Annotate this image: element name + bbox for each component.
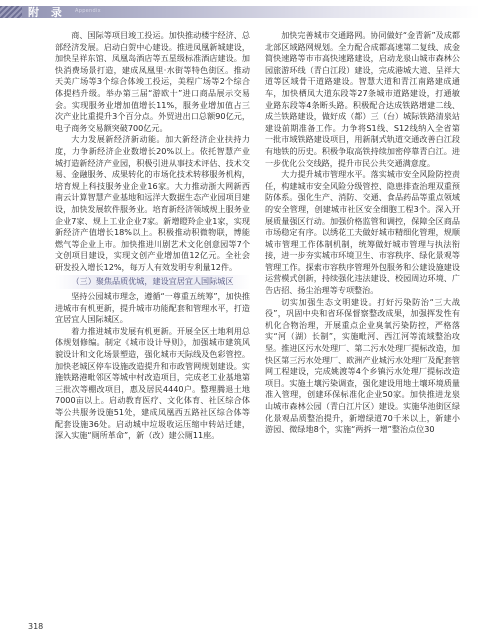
header-band bbox=[0, 6, 480, 18]
paragraph: 切实加强生态文明建设。打好污染防治“三大战役”，巩固中央和省环保督察整改成果，加强挥发性有机化合物治理，开展重点企业臭氧污染防控，严格落实“河（湖）长制”，实施毗河、西江河等流域整治攻坚。推进区污水处理厂、第二污水处理厂提标改造，加快区第三污水处理厂、欧洲产业城污水处理厂及配套管网工程建设，完成姚渡等4个乡镇污水处理厂提标改造项目。实施土壤污染调查，强化建设用地土壤环境质量准入管理，创建环保标准化企业50家。加快推进龙泉山城市森林公园（青白江片区）建设。实施华池街区绿化景观品质整治提升，新增绿道70千米以上，新建小游园、微绿地8个，实施“两拆一增”整治点位30 bbox=[265, 296, 460, 435]
section-heading: （三）聚焦品质优城，建设宜居宜人国际城区 bbox=[55, 275, 250, 289]
paragraph: 着力推进城市发展有机更新。开展全区土地利用总体规划修编。制定《城市设计导则》，加强城市建筑风貌设计和文化场景塑造，强化城市天际线及色彩管控。加快老城区停车设施改造提升和市政管网规划建设。实施铁路港毗邻区等城中村改造项目，完成老工业基地第三批次等棚改项目，惠及居民4440户。整理腾退土地7000亩以上。启动教育医疗、文化体育、社区综合体等公共服务设施51处，建成凤凰西五路社区综合体等配套设施36处。启动城中垃圾收运压缩中转站迁建，深入实施“厕所革命”，新（改）建公厕11座。 bbox=[55, 325, 250, 441]
right-column bbox=[265, 30, 460, 436]
paragraph: 坚持公园城市理念，遵循“一尊重五统筹”，加快推进城市有机更新，提升城市功能配套和管理水平，打造宜居宜人国际城区。 bbox=[55, 291, 250, 325]
page-number: 318 bbox=[28, 622, 44, 631]
paragraph: 大力提升城市管理水平。落实城市安全风险防控责任，构建城市安全风险分级管控、隐患排查治理双重预防体系。强化生产、消防、交通、食品药品等重点领域的安全管理，创建城市社区安全细胞工程3个。深入开展质量强区行动。加强价格监管和调控，保障全区商品市场稳定有序。以绣花工夫做好城市精细化管理，规顺城市管理工作体制机制，统筹做好城市管理与执法衔接，进一步夯实城市环境卫生、市容秩序、绿化景观等管理工作。探索市容秩序管理外包服务和公建设施建设运营模式创新，持续强化违法建设、校园周边环境、广告店招、扬尘治理等专项整治。 bbox=[265, 169, 460, 296]
header-subtitle: Appendix bbox=[75, 8, 101, 14]
paragraph: 加快完善城市交通路网。协同做好“金青新”及成都北部区域路网规划。全力配合成都高速第二复线、成金简快速路等市市高快速路建设，启动龙泉山城市森林公园旅游环线（青白江段）建设，完成港城大道、呈祥大道等区域骨干道路建设。智慧大道和青江南路建成通车，加快栖凤大道东段等27条城市道路建设，打通敏业路东段等4条断头路。积极配合达成铁路增建二线、成兰铁路建设，做好成（都）三（台）城际铁路清泉站建设前期准备工作。力争将S1线、S12线纳入全省第一批市域铁路建设项目，用新制式轨道交通改善白江段有地铁的历史。积极争取高铁持续加密停靠青白江。进一步优化公交线路，提升市民公共交通满意度。 bbox=[265, 30, 460, 168]
page-header bbox=[0, 0, 480, 28]
header-title: 附 录 bbox=[28, 6, 66, 19]
left-column bbox=[55, 30, 250, 442]
paragraph: 商、国际等项目竣工投运。加快推动楼宇经济、总部经济发展。启动白贺中心建设。推进凤凰新城建设，加快呈祥东馆、凤凰岛酒店等五星级标准酒店建设。加快消费场景打造，建成凤凰里·水街等特色街区。推动天美广场等3个综合体竣工投运，美程广场等2个综合体提档升级。举办第三届“游欧十”进口商品展示交易会。实现服务业增加值增长11%，服务业增加值占三次产业比重提升3个百分点。外贸进出口总额90亿元，电子商务交易额突破700亿元。 bbox=[55, 30, 250, 133]
paragraph: 大力发展新经济新动能。加大新经济企业扶持力度，力争新经济企业数增长20%以上。依托智慧产业城打造新经济产业园，积极引进从事技术评估、技术交易、金融服务、成果转化的市场化技术转移服务机构，培育规上科技服务业企业16家。大力推动浙大网新西南云计算智慧产业基地和远洋大数据生态产业园项目建设，加快发展软件服务业。培育新经济领域规上服务业企业7家、规上工业企业7家。新增瞪羚企业1家，实现新经济产值增长18%以上。积极推动积微物联，博能燃气等企业上市。加快推进川剧艺术文化创意园等7个文创项目建设，实现文创产业增加值12亿元。全社会研发投入增长12%，每万人有效发明专利量12件。 bbox=[55, 134, 250, 272]
